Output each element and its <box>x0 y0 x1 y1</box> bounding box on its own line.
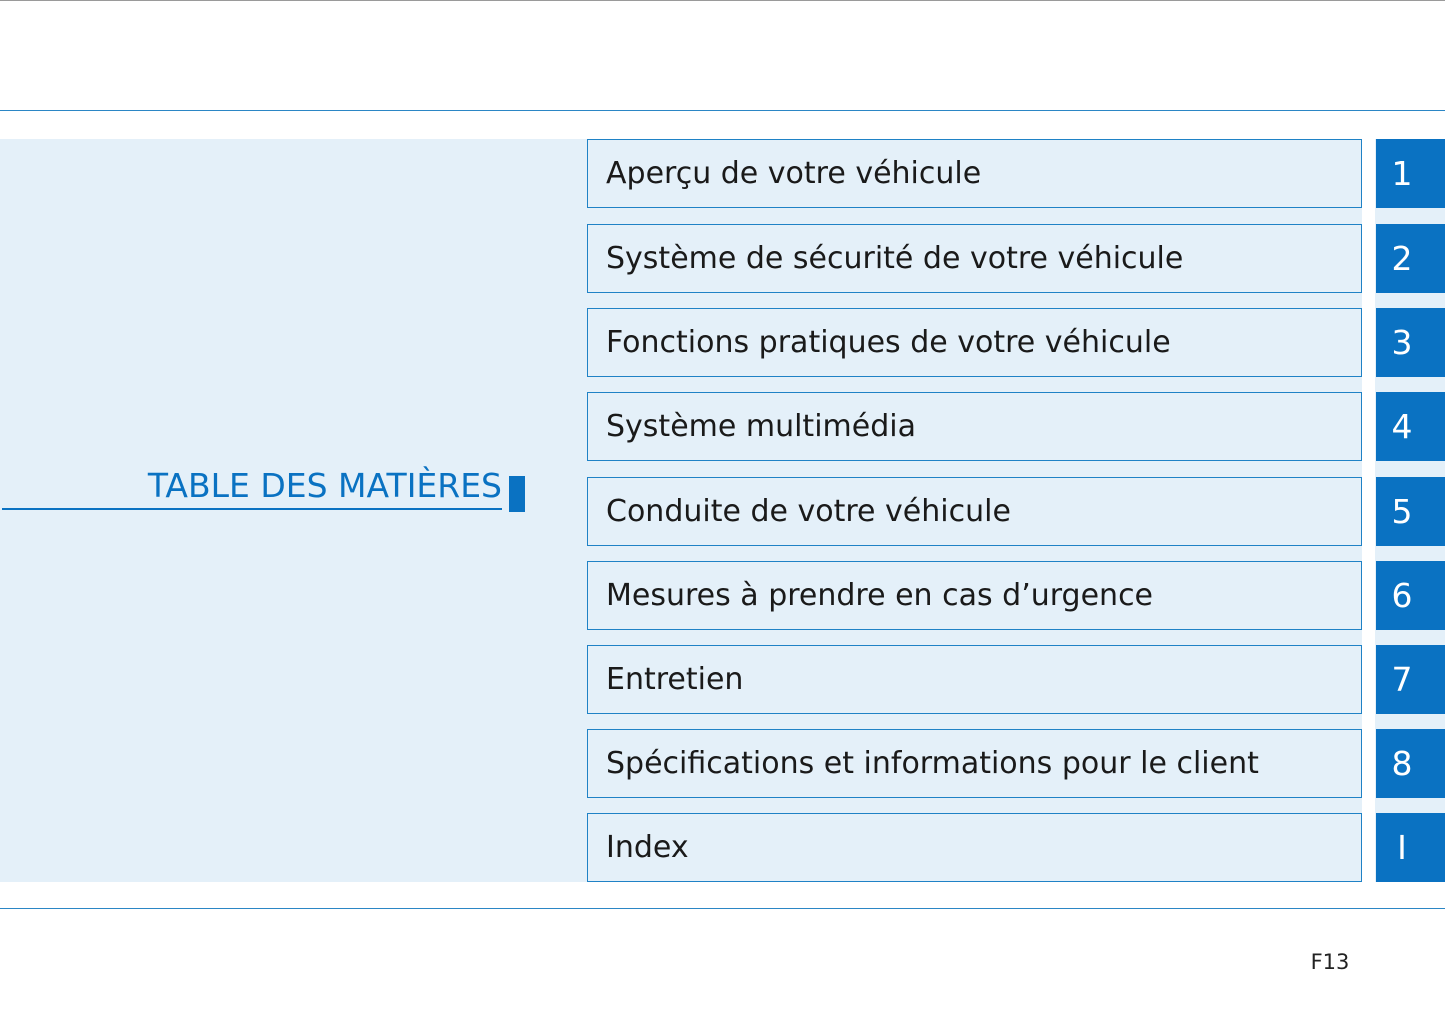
footer-rule <box>0 908 1445 909</box>
chapter-label: Système multimédia <box>606 409 916 444</box>
chapter-number: I <box>1397 828 1407 867</box>
chapter-row-8 <box>587 729 1445 798</box>
chapter-number: 6 <box>1391 576 1413 615</box>
chapter-label: Conduite de votre véhicule <box>606 494 1011 529</box>
chapter-number: 3 <box>1391 323 1413 362</box>
chapter-link-index[interactable] <box>587 813 1362 882</box>
chapter-row-1 <box>587 139 1445 208</box>
chapter-label: Aperçu de votre véhicule <box>606 156 982 191</box>
chapter-row-3 <box>587 308 1445 377</box>
chapter-label: Fonctions pratiques de votre véhicule <box>606 325 1171 360</box>
chapter-tab-1[interactable] <box>1376 139 1445 208</box>
chapter-row-6 <box>587 561 1445 630</box>
chapter-label: Entretien <box>606 662 744 697</box>
chapter-tab-index[interactable] <box>1376 813 1445 882</box>
chapter-tab-7[interactable] <box>1376 645 1445 714</box>
toc-heading-text: TABLE DES MATIÈRES <box>147 466 502 505</box>
toc-heading <box>2 466 502 510</box>
chapter-link-1[interactable] <box>587 139 1362 208</box>
chapter-row-2 <box>587 224 1445 293</box>
chapter-row-index <box>587 813 1445 882</box>
chapter-label: Mesures à prendre en cas d’urgence <box>606 578 1154 613</box>
chapter-tab-2[interactable] <box>1376 224 1445 293</box>
chapter-label: Index <box>606 830 689 865</box>
chapter-number: 8 <box>1391 744 1413 783</box>
chapter-tab-4[interactable] <box>1376 392 1445 461</box>
chapter-link-5[interactable] <box>587 477 1362 546</box>
chapter-link-3[interactable] <box>587 308 1362 377</box>
chapter-row-7 <box>587 645 1445 714</box>
chapter-number: 2 <box>1391 239 1413 278</box>
chapter-tab-6[interactable] <box>1376 561 1445 630</box>
chapter-label: Spécifications et informations pour le client <box>606 746 1259 781</box>
chapter-link-2[interactable] <box>587 224 1362 293</box>
chapter-number: 7 <box>1391 660 1413 699</box>
chapter-tab-3[interactable] <box>1376 308 1445 377</box>
chapter-row-4 <box>587 392 1445 461</box>
chapter-link-6[interactable] <box>587 561 1362 630</box>
chapter-tab-5[interactable] <box>1376 477 1445 546</box>
chapter-number: 5 <box>1391 492 1413 531</box>
toc-heading-marker <box>509 476 525 512</box>
header-rule <box>0 110 1445 111</box>
chapter-row-5 <box>587 477 1445 546</box>
chapter-link-8[interactable] <box>587 729 1362 798</box>
chapter-number: 4 <box>1391 407 1413 446</box>
chapter-number: 1 <box>1391 154 1413 193</box>
page-top-border <box>0 0 1445 1</box>
page-number: F13 <box>1310 950 1350 974</box>
chapter-link-7[interactable] <box>587 645 1362 714</box>
chapter-label: Système de sécurité de votre véhicule <box>606 241 1184 276</box>
chapter-tab-8[interactable] <box>1376 729 1445 798</box>
chapter-link-4[interactable] <box>587 392 1362 461</box>
